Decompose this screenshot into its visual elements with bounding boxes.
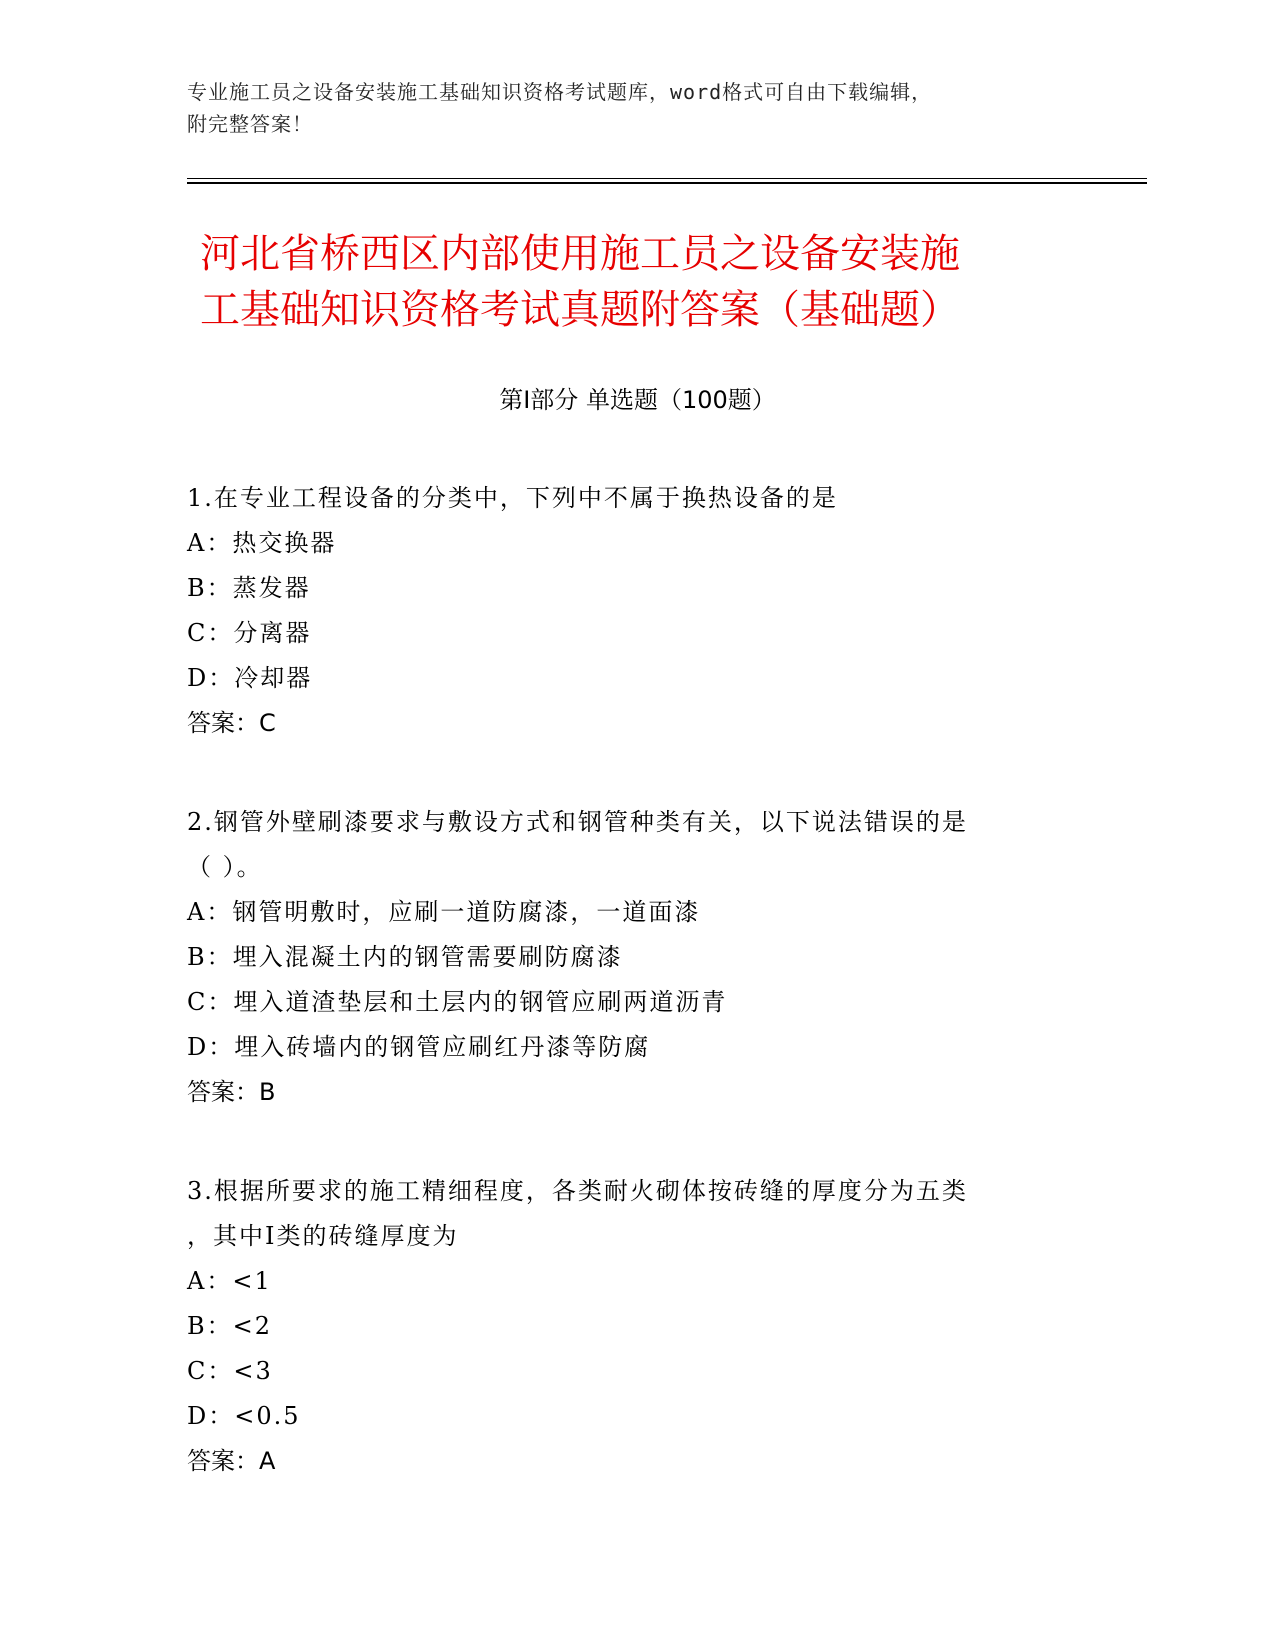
option-c: C：分离器 [187,619,312,647]
document-title-line-2: 工基础知识资格考试真题附答案（基础题） [200,287,960,333]
option-a: A：<1 [187,1267,272,1295]
question-list [187,476,1067,1538]
section-heading: 第Ⅰ部分 单选题（100题） [499,386,776,414]
question-3 [187,1169,1067,1484]
answer: 答案：C [187,709,276,737]
question-stem: 3.根据所要求的施工精细程度，各类耐火砌体按砖缝的厚度分为五类 [187,1177,968,1205]
header-divider-thin [187,178,1147,179]
document-title-line-1: 河北省桥西区内部使用施工员之设备安装施 [200,231,960,277]
answer: 答案：A [187,1447,276,1475]
question-1 [187,476,1067,746]
header-note [187,76,1067,140]
document-title [200,226,1100,338]
option-d: D：冷却器 [187,664,313,692]
option-c: C：埋入道渣垫层和土层内的钢管应刷两道沥青 [187,988,728,1016]
option-c: C：<3 [187,1357,273,1385]
option-d: D：<0.5 [187,1402,301,1430]
question-stem-continued: ，其中Ⅰ类的砖缝厚度为 [187,1222,459,1250]
question-stem-continued: （ ）。 [187,853,263,881]
header-note-line-2: 附完整答案！ [187,112,313,136]
question-stem: 1.在专业工程设备的分类中，下列中不属于换热设备的是 [187,484,838,512]
option-a: A：钢管明敷时，应刷一道防腐漆，一道面漆 [187,898,701,926]
question-2 [187,800,1067,1115]
option-b: B：<2 [187,1312,273,1340]
option-d: D：埋入砖墙内的钢管应刷红丹漆等防腐 [187,1033,651,1061]
option-b: B：埋入混凝土内的钢管需要刷防腐漆 [187,943,623,971]
answer: 答案：B [187,1078,276,1106]
option-a: A：热交换器 [187,529,337,557]
header-divider-thick [187,182,1147,184]
header-note-line-1: 专业施工员之设备安装施工基础知识资格考试题库，word格式可自由下载编辑， [187,80,933,104]
option-b: B：蒸发器 [187,574,311,602]
question-stem: 2.钢管外壁刷漆要求与敷设方式和钢管种类有关，以下说法错误的是 [187,808,968,836]
